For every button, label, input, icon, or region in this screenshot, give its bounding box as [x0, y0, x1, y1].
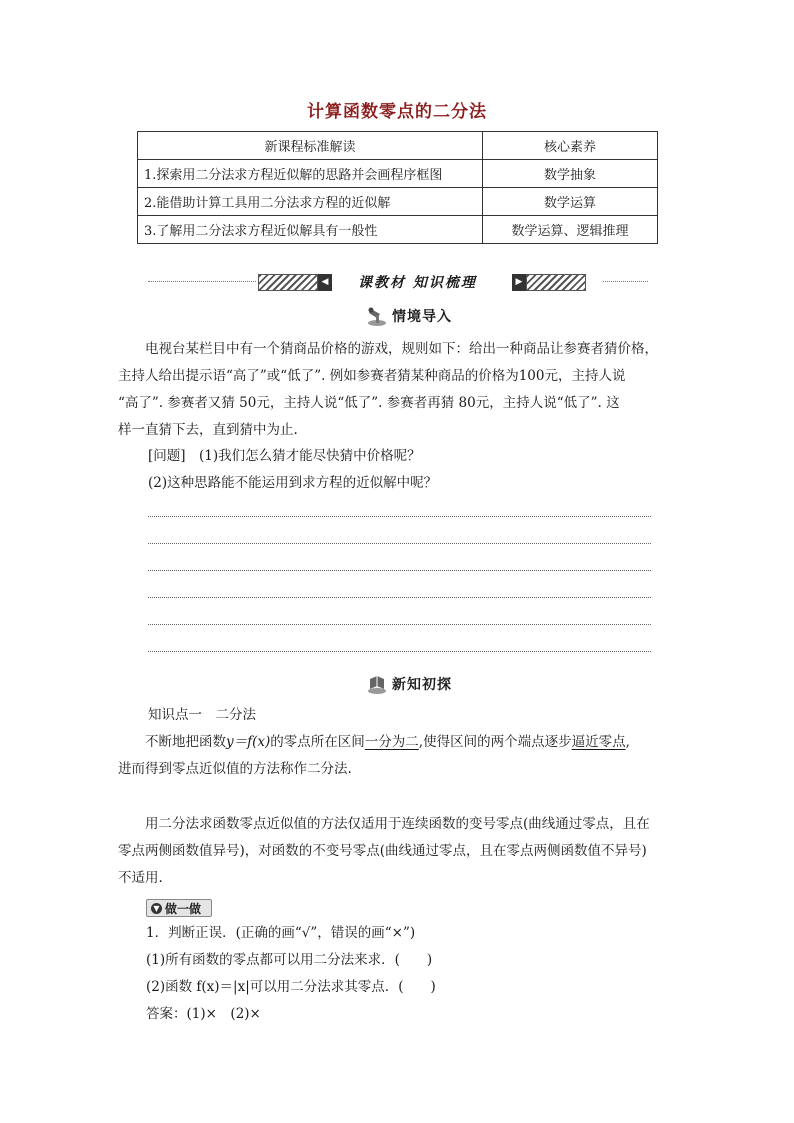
table-cell: 1.探索用二分法求方程近似解的思路并会画程序框图 [138, 160, 483, 188]
text-line: 零点两侧函数值异号)，对函数的不变号零点(曲线通过零点，且在零点两侧函数值不异号) [118, 843, 647, 859]
definition-text: 的零点所在区间 [270, 734, 365, 750]
text-line: 进而得到零点近似值的方法称作二分法. [118, 761, 352, 777]
lamp-icon [366, 305, 388, 327]
text-line: “高了”. 参赛者又猜 50元，主持人说“低了”. 参赛者再猜 80元，主持人说“低了”. 这 [118, 395, 620, 411]
section-heading-label: 新知初探 [392, 677, 452, 693]
table-row [138, 188, 658, 216]
table-row [138, 216, 658, 244]
exercise-answer: 答案：(1)× (2)× [146, 1006, 261, 1022]
answer-line [148, 570, 651, 571]
answer-line [148, 516, 651, 517]
underlined-term: 逼近零点 [571, 734, 626, 750]
try-it-label: 做一做 [165, 901, 202, 916]
standards-table [137, 131, 658, 244]
table-row [138, 160, 658, 188]
function-expression: y＝f(x) [226, 734, 271, 750]
text-line: 主持人给出提示语“高了”或“低了”. 例如参赛者猜某种商品的价格为100元，主持人说 [118, 368, 626, 384]
definition-text: ,使得区间的两个端点逐步 [418, 734, 572, 750]
text-line: 不适用. [118, 870, 163, 886]
exercise-item: (1)所有函数的零点都可以用二分法来求．( ) [146, 952, 433, 968]
banner-label: 课教材 知识梳理 [358, 275, 477, 291]
answer-line [148, 597, 651, 598]
arrow-right-icon: ▶ [512, 274, 526, 291]
table-header-cell: 核心素养 [483, 132, 658, 160]
questions [148, 443, 668, 497]
section-heading-label: 情境导入 [392, 309, 452, 325]
intro-paragraph [118, 336, 678, 444]
text-line: 用二分法求函数零点近似值的方法仅适用于连续函数的变号零点(曲线通过零点，且在 [145, 816, 650, 832]
section-heading-new [366, 672, 452, 696]
table-header-cell: 新课程标准解读 [138, 132, 483, 160]
question-1: [问题] (1)我们怎么猜才能尽快猜中价格呢？ [148, 448, 421, 464]
definition-text: 不断地把函数 [145, 734, 226, 750]
arrow-left-icon: ◀ [318, 274, 332, 291]
text-line: 样一直猜下去，直到猜中为止. [118, 422, 298, 438]
table-cell: 数学抽象 [483, 160, 658, 188]
table-cell: 3.了解用二分法求方程近似解具有一般性 [138, 216, 483, 244]
try-it-badge [146, 899, 212, 917]
dotted-divider [603, 281, 648, 282]
text-line [118, 729, 678, 756]
book-icon [366, 673, 388, 695]
page-title: 计算函数零点的二分法 [307, 102, 487, 122]
stripe-decoration [526, 274, 586, 291]
knowledge-heading: 知识点一 二分法 [148, 707, 256, 723]
text-line: 电视台某栏目中有一个猜商品价格的游戏，规则如下：给出一种商品让参赛者猜价格， [145, 341, 658, 357]
question-2: (2)这种思路能不能运用到求方程的近似解中呢？ [148, 475, 438, 491]
table-cell: 数学运算 [483, 188, 658, 216]
exercise [146, 920, 666, 1028]
answer-line [148, 651, 651, 652]
section-banner [148, 271, 648, 295]
answer-line [148, 624, 651, 625]
definition-paragraph [118, 729, 678, 783]
note-paragraph [118, 811, 678, 892]
chevron-down-icon: ▼ [151, 903, 162, 914]
underlined-term: 一分为二 [364, 734, 419, 750]
table-header-row [138, 132, 658, 160]
dotted-divider [148, 281, 256, 282]
section-heading-intro [366, 304, 452, 328]
table-cell: 2.能借助计算工具用二分法求方程的近似解 [138, 188, 483, 216]
definition-text: , [625, 734, 630, 750]
exercise-item: (2)函数 f(x)＝|x|可以用二分法求其零点．( ) [146, 979, 436, 995]
exercise-question: 1．判断正误．(正确的画“√”，错误的画“×”) [146, 925, 416, 941]
table-cell: 数学运算、逻辑推理 [483, 216, 658, 244]
stripe-decoration [258, 274, 318, 291]
answer-line [148, 543, 651, 544]
